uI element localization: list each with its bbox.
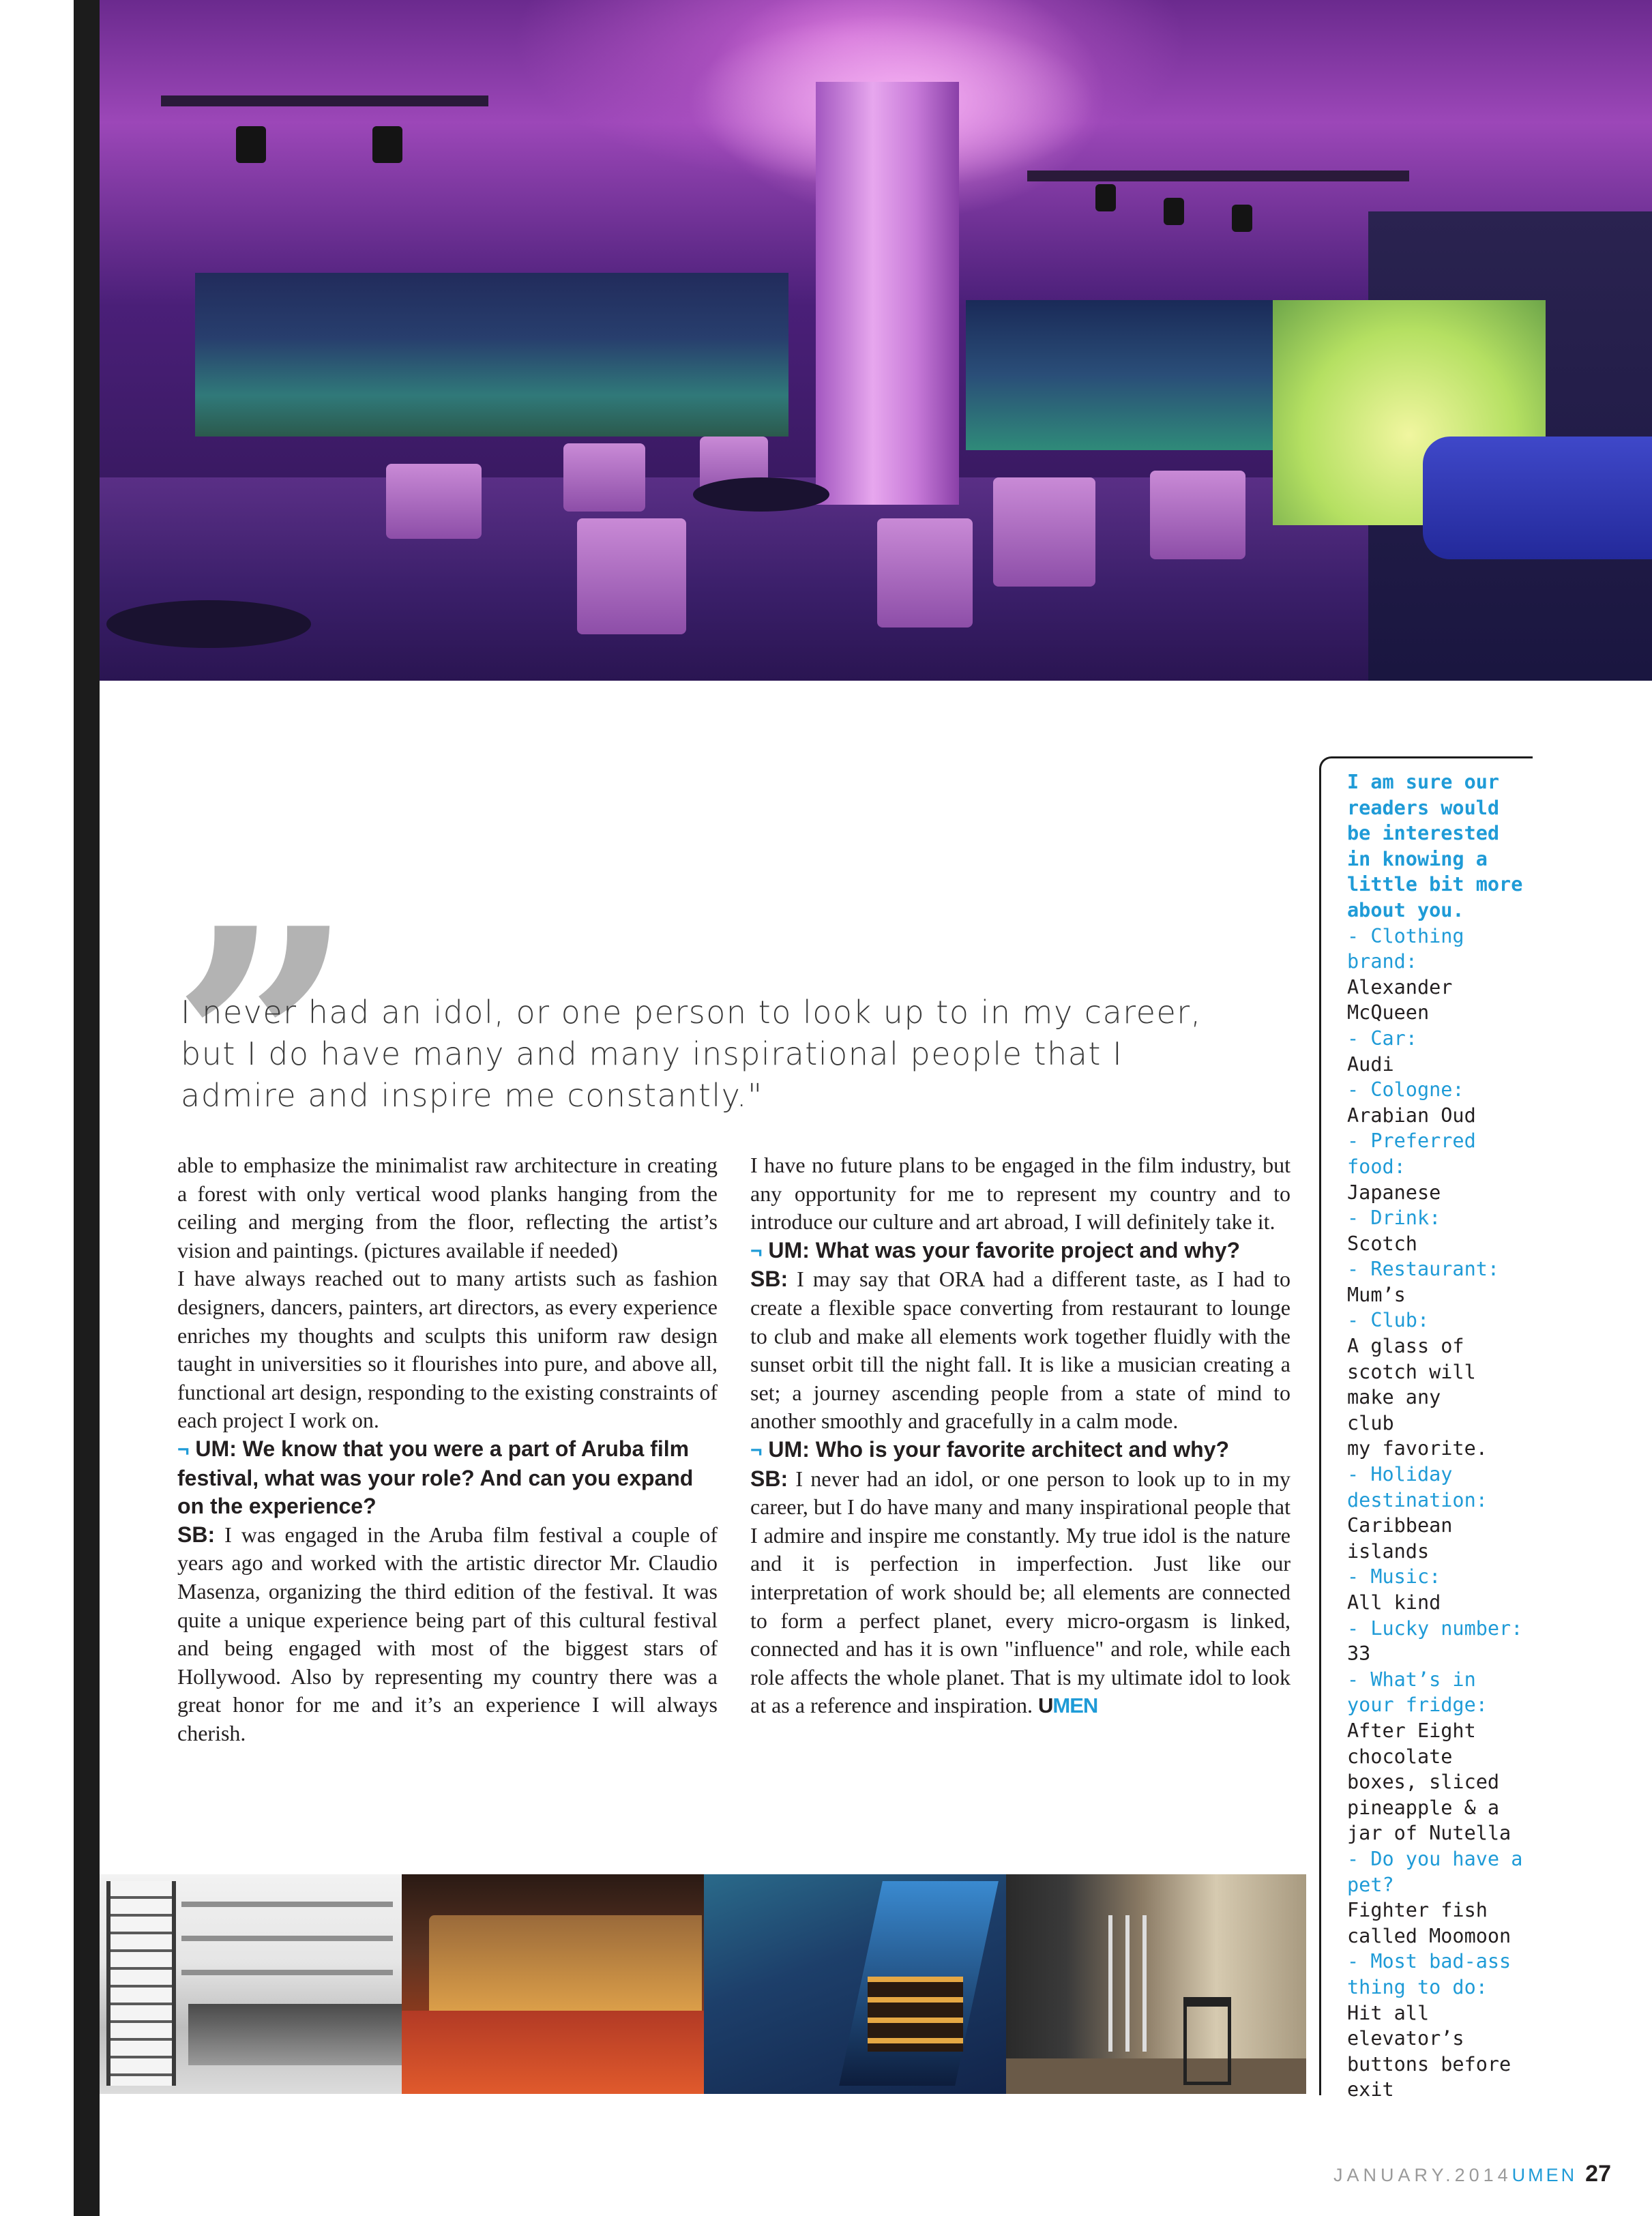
pull-quote-line: admire and inspire me constantly." <box>181 1077 763 1114</box>
paragraph: able to emphasize the minimalist raw architecture in creating a forest with only vertical wood planks hanging from the ceiling and merging from the floor, reflecting the artist’s vision and paintings. (pictures available if needed) <box>177 1153 718 1262</box>
sidebar-question: - Most bad-ass thing to do: <box>1347 1950 1511 1998</box>
pull-quote <box>181 992 1340 1117</box>
sidebar-answer: Japanese <box>1347 1181 1441 1204</box>
sidebar-question: - Do you have a pet? <box>1347 1847 1523 1896</box>
sidebar-question: - Restaurant: <box>1347 1258 1500 1281</box>
photo-blue-bar <box>704 1874 1006 2094</box>
sidebar-question: - Club: <box>1347 1309 1430 1332</box>
paragraph: I have no future plans to be engaged in the film industry, but any opportunity for me to represent my country and to introduce our culture and art abroad, I will definitely take it. <box>750 1153 1290 1235</box>
sidebar-question: - Clothing brand: <box>1347 924 1464 973</box>
article-column-right <box>750 1151 1290 1720</box>
issue-date: JANUARY.2014 <box>1333 2165 1512 2185</box>
spine-bar <box>74 0 100 2216</box>
article-column-left <box>177 1151 718 1747</box>
pull-quote-line: I never had an idol, or one person to look up to in my career, <box>181 994 1202 1031</box>
interview-answer <box>177 1521 718 1748</box>
sidebar-answer: Fighter fish called Moomoon <box>1347 1899 1511 1947</box>
sidebar-question: - What’s in your fridge: <box>1347 1668 1488 1717</box>
paragraph: I have always reached out to many artists such as fashion designers, dancers, painters, art directors, as every experience enriches my thoughts and sculpts this uniform raw design taught in universities so it flourishes into pure, and above all, functional art design, responding to the existing constraints of each project I work on. <box>177 1266 718 1433</box>
sidebar-question: - Drink: <box>1347 1207 1441 1230</box>
photo-restaurant-entrance <box>402 1874 704 2094</box>
magazine-brand: UMEN <box>1511 2165 1578 2185</box>
sidebar-answer: All kind <box>1347 1591 1441 1614</box>
interview-question <box>750 1436 1290 1465</box>
sidebar-answer: Hit all elevator’s buttons before exit <box>1347 2001 1511 2101</box>
sidebar-question: - Holiday destination: <box>1347 1463 1488 1511</box>
speaker-label: SB: <box>750 1466 788 1491</box>
answer-text: I may say that ORA had a different taste, as I had to create a flexible space converting from restaurant to lounge to club and make all elements work together fluidly with the sunset orbit till the night fall. It is like a musician creating a set; a journey ascending people from a state of mind to another smoothly and gracefully in a calm mode. <box>750 1267 1291 1434</box>
sidebar-answer: After Eight chocolate boxes, sliced pineapple & a jar of Nutella <box>1347 1719 1511 1845</box>
photo-white-store-interior <box>100 1874 402 2094</box>
sidebar-question: - Cologne: <box>1347 1078 1464 1102</box>
sidebar-answer: Mum’s <box>1347 1283 1406 1306</box>
interview-question <box>750 1237 1290 1266</box>
sidebar-answer: Arabian Oud <box>1347 1104 1476 1127</box>
sidebar-quick-facts <box>1347 769 1552 2103</box>
sidebar-question: - Car: <box>1347 1026 1417 1050</box>
interview-question <box>177 1435 718 1521</box>
question-text: UM: We know that you were a part of Aruba film festival, what was your role? And can you expand on the experience? <box>177 1436 694 1519</box>
sidebar-answer: Alexander McQueen <box>1347 975 1453 1024</box>
question-marker-icon: ¬ <box>177 1438 190 1461</box>
sidebar-question: - Music: <box>1347 1565 1441 1589</box>
sidebar-answer: Scotch <box>1347 1232 1417 1255</box>
page-margin <box>0 0 75 2216</box>
interview-answer <box>750 1465 1290 1720</box>
question-marker-icon: ¬ <box>750 1239 763 1262</box>
quote-mark-icon: ” <box>171 859 328 1235</box>
page-number: 27 <box>1585 2161 1611 2187</box>
answer-text: I never had an idol, or one person to look up to in my career, but I do have many and many inspirational people that I admire and inspire me constantly. My true idol is the nature and it is perfection in imperfection. Just like our interpretation of work should be; all elements are connected to form a perfect planet, every micro-orgasm is linked, connected and has it is own "influence" and role, while each role affects the whole planet. That is my ultimate idol to look at as a reference and inspiration. <box>750 1466 1291 1718</box>
question-marker-icon: ¬ <box>750 1438 763 1462</box>
speaker-label: SB: <box>750 1267 788 1292</box>
answer-text: I was engaged in the Aruba film festival a couple of years ago and worked with the artistic director Mr. Claudio Masenza, organizing the third edition of the festival. It was quite a unique experience being part of this cultural festival and being engaged with most of the biggest stars of Hollywood. Also by representing my country there was a great honor for me and it’s an experience I will always cherish. <box>177 1522 718 1745</box>
sidebar-answer: Audi <box>1347 1052 1394 1076</box>
question-text: UM: What was your favorite project and why? <box>768 1237 1241 1262</box>
sidebar-question: - Preferred food: <box>1347 1129 1476 1178</box>
pull-quote-line: but I do have many and many inspirational people that I <box>181 1035 1123 1072</box>
sidebar-answer: 33 <box>1347 1642 1371 1666</box>
end-mark-logo: UMEN <box>1038 1694 1098 1718</box>
page-folio <box>1333 2161 1611 2187</box>
sidebar-answer: A glass of scotch will make any club my favorite. <box>1347 1335 1488 1460</box>
interview-answer <box>750 1265 1290 1436</box>
sidebar-answer: Caribbean islands <box>1347 1514 1453 1563</box>
sidebar-question: - Lucky number: <box>1347 1616 1523 1640</box>
question-text: UM: Who is your favorite architect and why? <box>768 1436 1230 1462</box>
sidebar-intro: I am sure our readers would be interested in knowing a little bit more about you. <box>1347 771 1523 921</box>
photo-lounge-stool <box>1006 1874 1306 2094</box>
speaker-label: SB: <box>177 1522 216 1547</box>
hero-photo-lounge <box>100 0 1652 681</box>
